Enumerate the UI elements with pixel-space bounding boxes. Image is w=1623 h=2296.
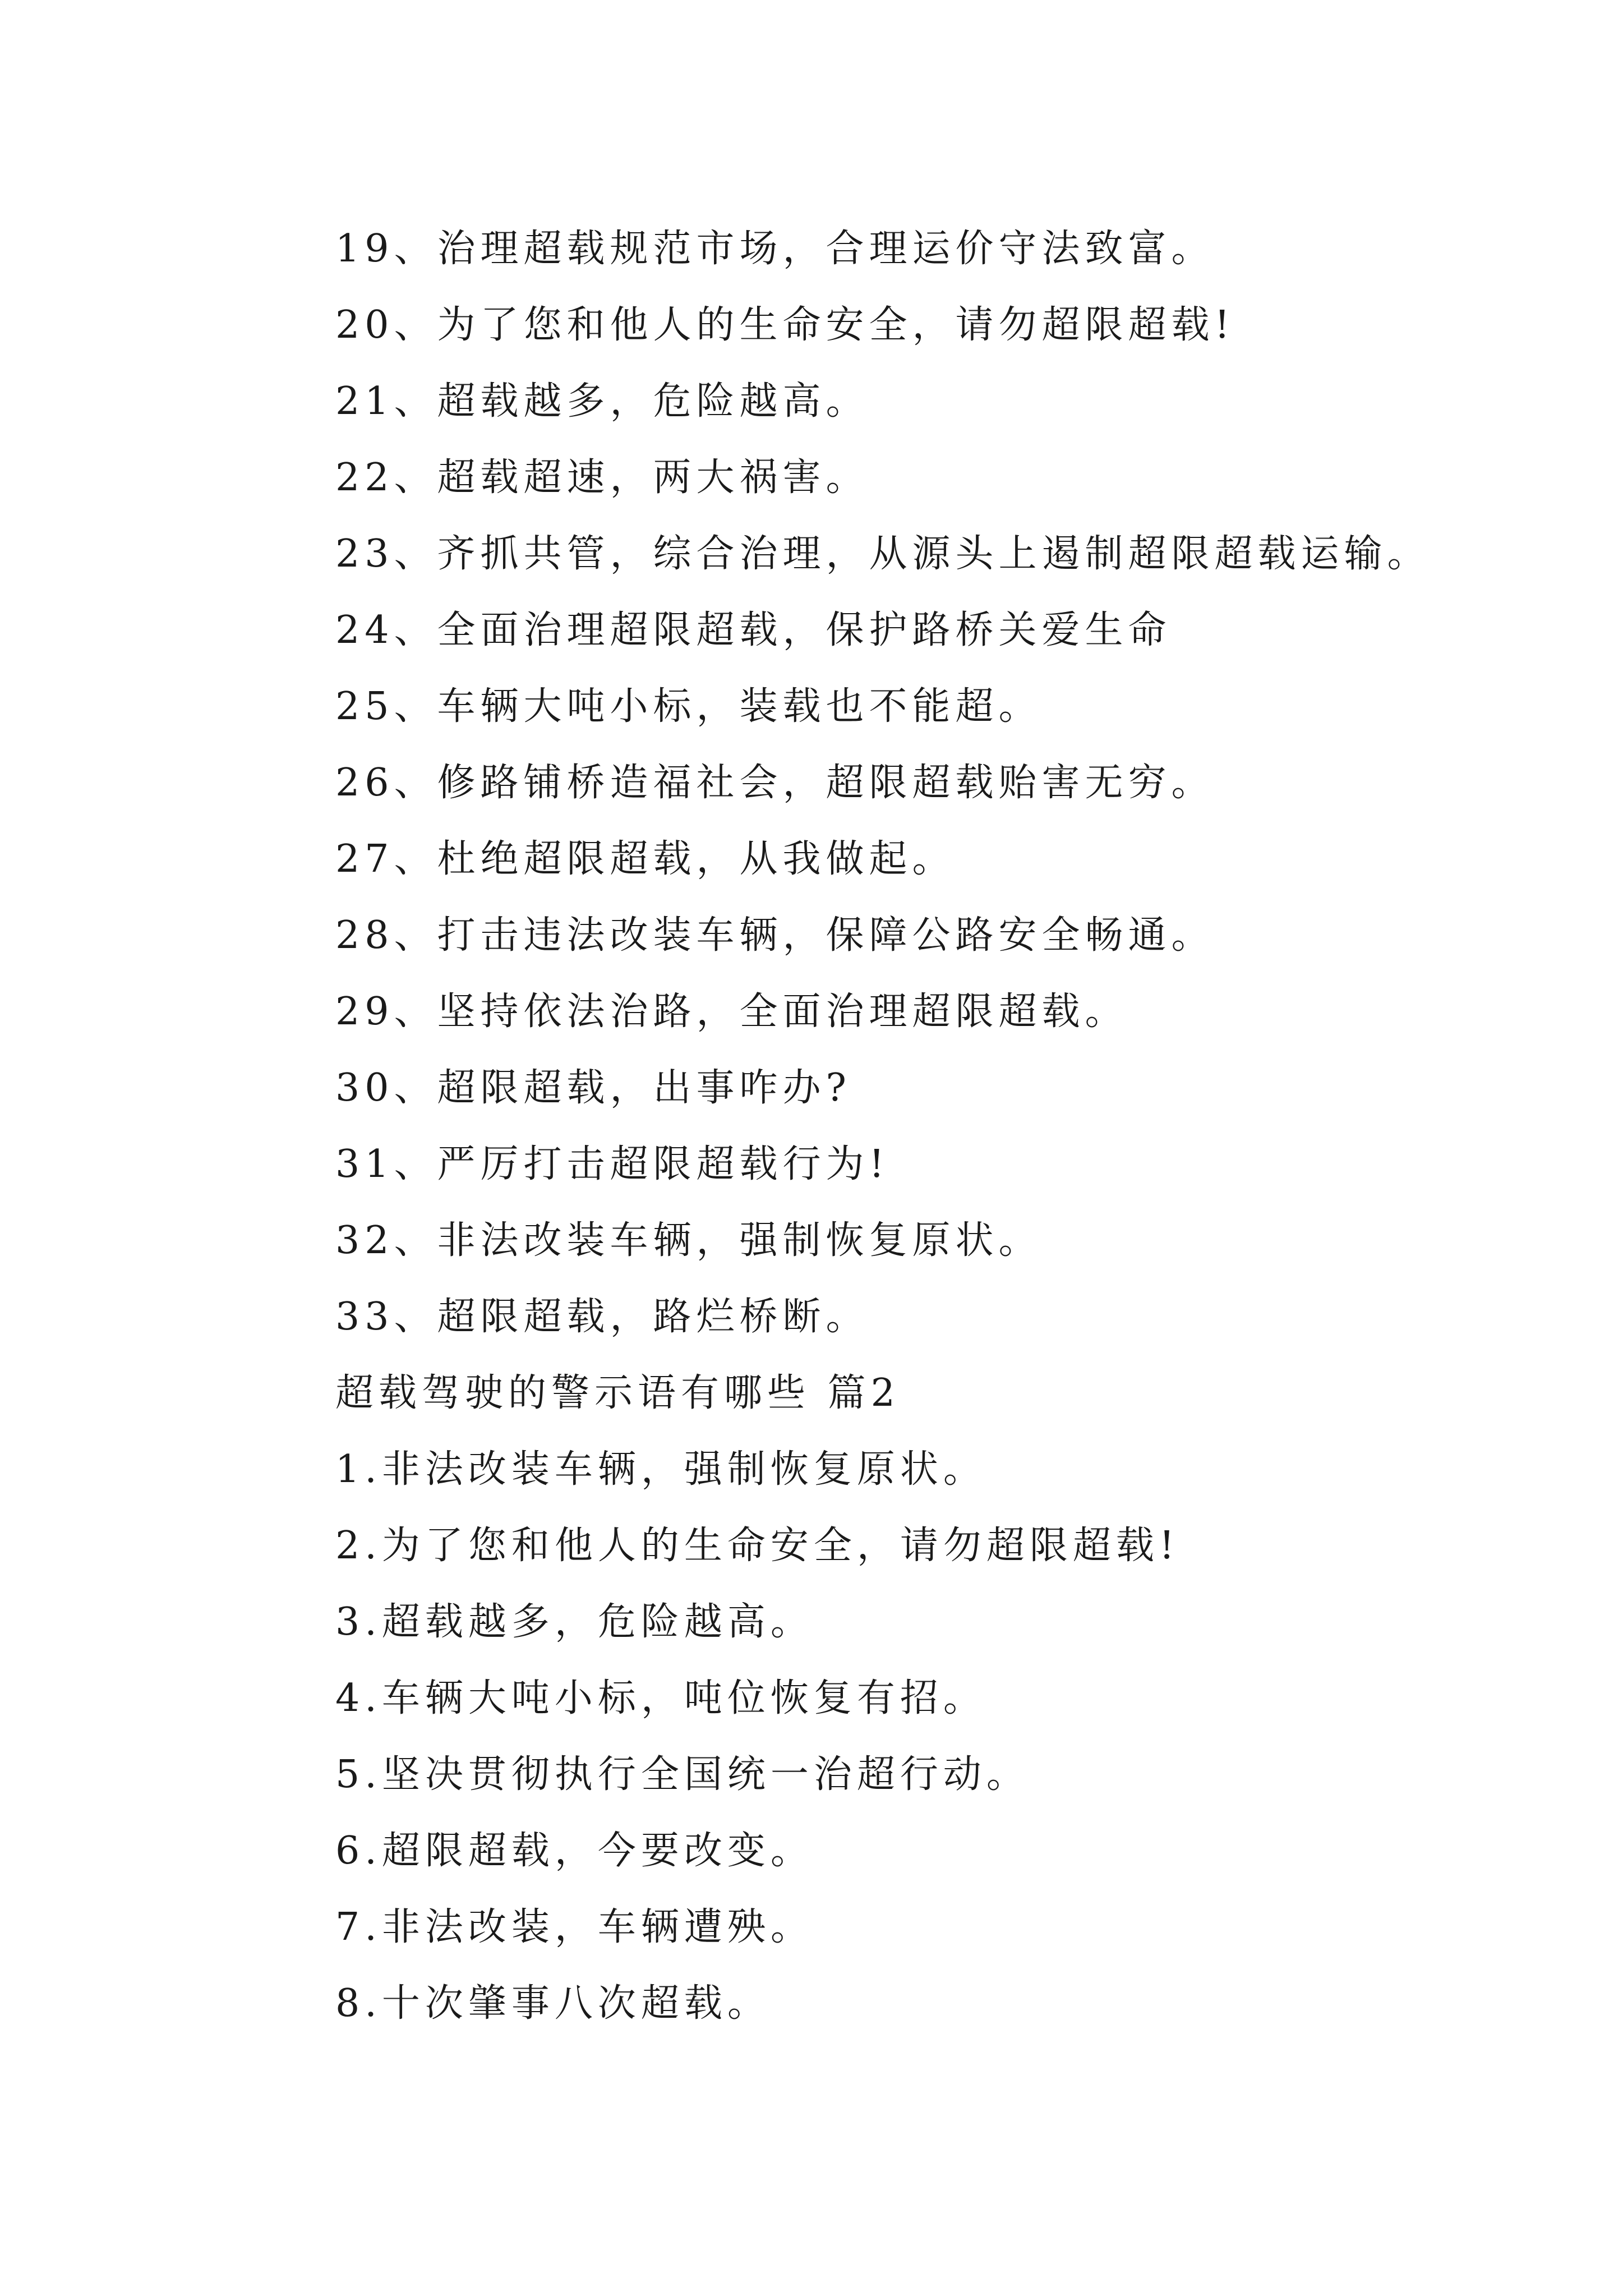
slogan-line: 29、坚持依法治路，全面治理超限超载。 (335, 990, 1128, 1034)
slogan-line: 31、严厉打击超限超载行为! (335, 1142, 889, 1186)
slogan-line: 21、超载越多，危险越高。 (335, 379, 869, 424)
slogan-line: 20、为了您和他人的生命安全，请勿超限超载! (335, 303, 1235, 347)
slogan-line: 25、车辆大吨小标，装载也不能超。 (335, 684, 1042, 729)
document-body (335, 211, 1569, 2042)
slogan-line: 27、杜绝超限超载，从我做起。 (335, 837, 956, 881)
slogan-line: 30、超限超载，出事咋办? (335, 1066, 851, 1110)
slogan-line: 22、超载超速，两大祸害。 (335, 455, 869, 500)
slogan-line: 2.为了您和他人的生命安全，请勿超限超载! (335, 1524, 1180, 1568)
slogan-line: 6.超限超载，今要改变。 (335, 1829, 814, 1873)
slogan-line: 24、全面治理超限超载，保护路桥关爱生命 (335, 608, 1172, 652)
slogan-line: 4.车辆大吨小标，吨位恢复有招。 (335, 1676, 986, 1720)
slogan-line: 28、打击违法改装车辆，保障公路安全畅通。 (335, 913, 1215, 958)
slogan-line: 1.非法改装车辆，强制恢复原状。 (335, 1447, 986, 1492)
section-heading: 超载驾驶的警示语有哪些 篇2 (335, 1371, 900, 1415)
slogan-line: 5.坚决贯彻执行全国统一治超行动。 (335, 1752, 1030, 1797)
slogan-line: 32、非法改装车辆，强制恢复原状。 (335, 1218, 1042, 1263)
slogan-line: 26、修路铺桥造福社会，超限超载贻害无穷。 (335, 761, 1215, 805)
slogan-line: 23、齐抓共管，综合治理，从源头上遏制超限超载运输。 (335, 532, 1431, 576)
slogan-line: 8.十次肇事八次超载。 (335, 1981, 771, 2026)
slogan-line: 7.非法改装，车辆遭殃。 (335, 1905, 814, 1949)
slogan-line: 19、治理超载规范市场，合理运价守法致富。 (335, 227, 1215, 271)
slogan-line: 3.超载越多，危险越高。 (335, 1600, 814, 1644)
slogan-line: 33、超限超载，路烂桥断。 (335, 1295, 869, 1339)
